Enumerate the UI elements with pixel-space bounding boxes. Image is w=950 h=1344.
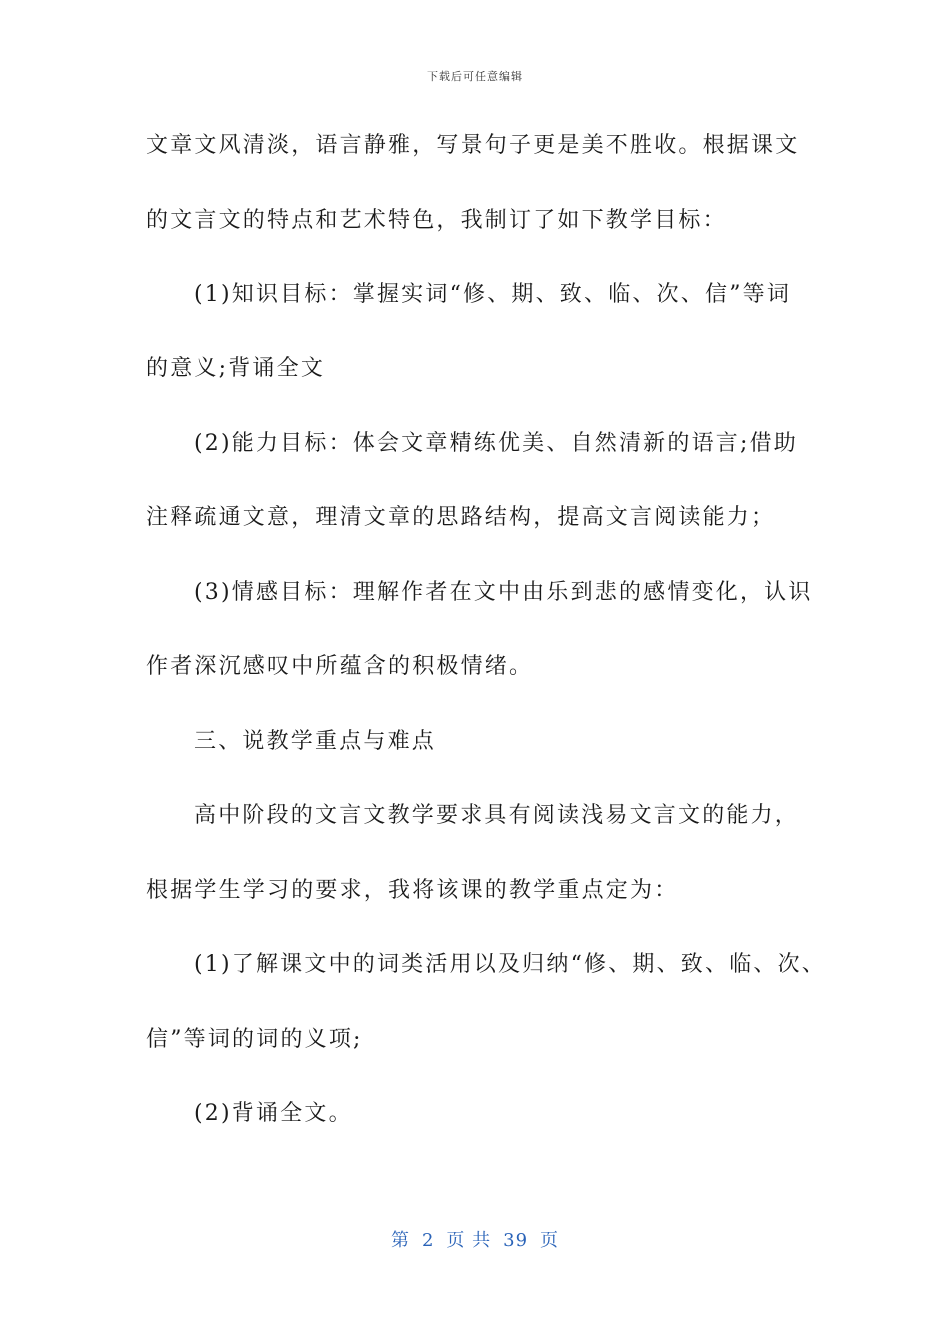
paragraph-line: (3)情感目标：理解作者在文中由乐到悲的感情变化，认识 <box>194 580 813 605</box>
paragraph-line: (1)了解课文中的词类活用以及归纳“修、期、致、临、次、 <box>194 952 827 977</box>
paragraph-line: (1)知识目标：掌握实词“修、期、致、临、次、信”等词 <box>194 282 792 307</box>
footer-prefix: 第 <box>390 1230 410 1251</box>
paragraph-line: 信”等词的词的义项; <box>146 1027 363 1052</box>
paragraph-line: 高中阶段的文言文教学要求具有阅读浅易文言文的能力， <box>194 803 800 828</box>
footer-middle: 页 共 <box>446 1230 492 1251</box>
page-header: 下载后可任意编辑 <box>427 70 523 83</box>
footer-suffix: 页 <box>540 1230 560 1251</box>
total-pages: 39 <box>503 1230 529 1251</box>
paragraph-line: 的文言文的特点和艺术特色，我制订了如下教学目标： <box>146 208 727 233</box>
paragraph-line: 作者深沉感叹中所蕴含的积极情绪。 <box>146 654 534 679</box>
page-number: 2 <box>421 1230 435 1251</box>
section-heading: 三、说教学重点与难点 <box>194 729 437 754</box>
paragraph-line: 根据学生学习的要求，我将该课的教学重点定为： <box>146 878 679 903</box>
page-footer <box>0 1226 950 1252</box>
paragraph-line: 的意义;背诵全文 <box>146 356 326 381</box>
paragraph-line: (2)背诵全文。 <box>194 1101 353 1126</box>
paragraph-line: 文章文风清淡，语言静雅，写景句子更是美不胜收。根据课文 <box>146 133 800 158</box>
paragraph-line: 注释疏通文意，理清文章的思路结构，提高文言阅读能力； <box>146 505 776 530</box>
paragraph-line: (2)能力目标：体会文章精练优美、自然清新的语言;借助 <box>194 431 798 456</box>
